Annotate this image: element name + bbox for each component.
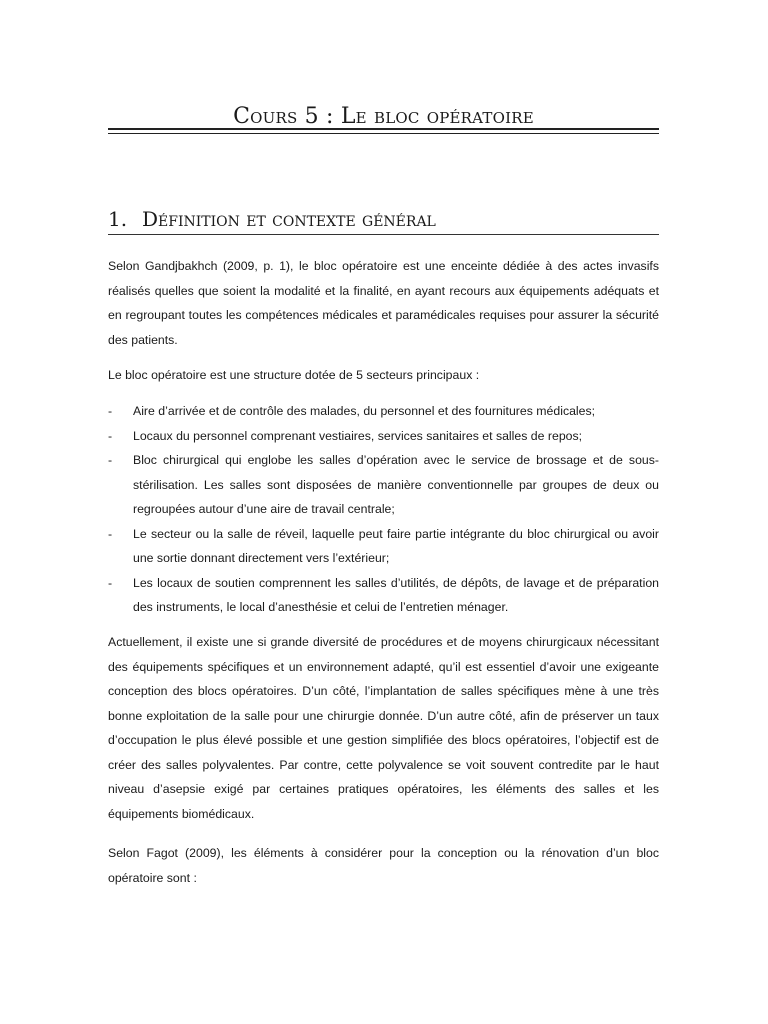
paragraph-fagot: Selon Fagot (2009), les éléments à considérer pour la conception ou la rénovation d’un bloc opératoire sont :: [108, 846, 659, 885]
list-item: [108, 571, 659, 620]
paragraph-intro: Selon Gandjbakhch (2009, p. 1), le bloc opératoire est une enceinte dédiée à des actes invasifs réalisés quelles que soient la modalité et la finalité, en ayant recours aux équipements adéquats et en regroupant toutes les compétences médicales et paramédicales requises pour assurer la sécurité des patients.: [108, 259, 659, 347]
list-item: [108, 424, 659, 449]
section-rule: [108, 234, 659, 235]
section-heading: [108, 207, 659, 231]
list-item-text: Les locaux de soutien comprennent les salles d’utilités, de dépôts, de lavage et de préparation des instruments, le local d’anesthésie et celui de l’entretien ménager.: [133, 575, 659, 614]
list-item-text: Bloc chirurgical qui englobe les salles d’opération avec le service de brossage et de sous-stérilisation. Les salles sont disposées de manière conventionnelle par groupes de deux ou regroupées autour d’une aire de travail centrale;: [133, 453, 659, 516]
list-item: [108, 522, 659, 571]
section-number: 1.: [108, 207, 128, 231]
bullet-dash: -: [108, 575, 113, 590]
title-rule-thick: [108, 128, 659, 130]
title-rule-thin: [108, 133, 659, 134]
sectors-list: [108, 399, 659, 620]
list-item: [108, 399, 659, 424]
section-title: Définition et contexte général: [142, 207, 436, 231]
bullet-dash: -: [108, 453, 113, 467]
paragraph-structure: Le bloc opératoire est une structure dotée de 5 secteurs principaux :: [108, 368, 480, 382]
bullet-dash: -: [108, 526, 113, 541]
paragraph-diversity: Actuellement, il existe une si grande diversité de procédures et de moyens chirurgicaux nécessitant des équipements spécifiques et un environnement adapté, qu’il est essentiel d’avoir une exigeante conception des blocs opératoires. D’un côté, l’implantation de salles spécifiques mène à une très bonne exploitation de la salle pour une chirurgie donnée. D’un autre côté, afin de préserver un taux d’occupation le plus élevé possible et une gestion simplifiée des blocs opératoires, l’objectif est de créer des salles polyvalentes. Par contre, cette polyvalence se voit souvent contredite par le haut niveau d’asepsie exigé par certaines pratiques opératoires, les éléments des salles et les équipements biomédicaux.: [108, 635, 659, 821]
bullet-dash: -: [108, 404, 113, 418]
document-title: Cours 5 : Le bloc opératoire: [233, 104, 534, 129]
list-item: [108, 448, 659, 522]
list-item-text: Locaux du personnel comprenant vestiaires, services sanitaires et salles de repos;: [133, 428, 583, 443]
bullet-dash: -: [108, 428, 113, 443]
list-item-text: Aire d’arrivée et de contrôle des malades, du personnel et des fournitures médicales;: [133, 404, 596, 418]
list-item-text: Le secteur ou la salle de réveil, laquelle peut faire partie intégrante du bloc chirurgical ou avoir une sortie donnant directement vers l’extérieur;: [133, 526, 659, 565]
